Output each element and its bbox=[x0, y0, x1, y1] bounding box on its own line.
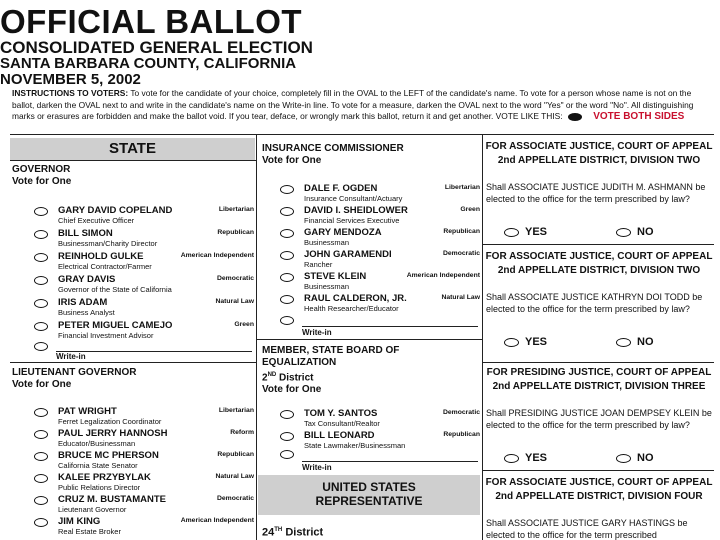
candidate-party: Republican bbox=[217, 229, 254, 236]
justice-district: 2nd APPELLATE DISTRICT, DIVISION THREE bbox=[492, 381, 706, 392]
candidate-row[interactable] bbox=[34, 428, 254, 450]
candidate-name: BRUCE MC PHERSON bbox=[58, 450, 159, 461]
write-in-label: Write-in bbox=[302, 463, 332, 472]
insurance-title: INSURANCE COMMISSIONER bbox=[262, 143, 404, 154]
election-date: NOVEMBER 5, 2002 bbox=[0, 71, 141, 88]
candidate-row[interactable] bbox=[34, 450, 254, 472]
justice-question: Shall ASSOCIATE JUSTICE GARY HASTINGS be elected to the office for the term prescribed bbox=[486, 518, 688, 540]
justice-office: FOR ASSOCIATE JUSTICE, COURT OF APPEAL bbox=[485, 251, 713, 262]
candidate-row[interactable] bbox=[34, 297, 254, 319]
write-in-oval[interactable] bbox=[280, 450, 294, 459]
vote-oval[interactable] bbox=[34, 299, 48, 308]
justice-contest-title bbox=[484, 476, 714, 504]
candidate-name: KALEE PRZYBYLAK bbox=[58, 472, 151, 483]
write-in-line bbox=[302, 326, 478, 327]
vote-oval[interactable] bbox=[34, 430, 48, 439]
vote-both-sides-notice: VOTE BOTH SIDES bbox=[593, 111, 685, 123]
yes-label: YES bbox=[525, 336, 548, 348]
candidate-party: Republican bbox=[443, 431, 480, 438]
candidate-row[interactable] bbox=[280, 293, 480, 315]
lt-governor-vote-for: Vote for One bbox=[12, 379, 72, 390]
filled-oval-icon bbox=[568, 113, 582, 121]
equalization-contest bbox=[262, 345, 399, 396]
justice-question: Shall ASSOCIATE JUSTICE JUDITH M. ASHMANN be elected to the office for the term prescribed by law? bbox=[486, 182, 706, 204]
candidate-name: TOM Y. SANTOS bbox=[304, 408, 378, 419]
governor-vote-for: Vote for One bbox=[12, 176, 72, 187]
us-rep-district bbox=[262, 524, 323, 539]
no-label: NO bbox=[637, 226, 654, 238]
us-representative-header bbox=[258, 475, 480, 515]
no-option[interactable] bbox=[616, 226, 654, 238]
candidate-occupation: Businessman bbox=[304, 282, 350, 291]
yes-option[interactable] bbox=[504, 226, 547, 238]
candidate-occupation: Insurance Consultant/Actuary bbox=[304, 194, 403, 203]
candidate-occupation: Health Researcher/Educator bbox=[304, 304, 399, 313]
candidate-party: Natural Law bbox=[215, 298, 254, 305]
candidate-occupation: Financial Services Executive bbox=[304, 216, 400, 225]
vote-oval[interactable] bbox=[280, 432, 294, 441]
justice-district: 2nd APPELLATE DISTRICT, DIVISION FOUR bbox=[495, 491, 703, 502]
candidate-party: Republican bbox=[443, 228, 480, 235]
candidate-name: JIM KING bbox=[58, 516, 101, 527]
candidate-party: American Independent bbox=[180, 252, 254, 259]
district-word: District bbox=[285, 526, 324, 539]
candidate-party: Libertarian bbox=[218, 407, 254, 414]
justice-contest-title bbox=[484, 366, 714, 394]
candidate-name: GARY MENDOZA bbox=[304, 227, 382, 238]
candidate-name: CRUZ M. BUSTAMANTE bbox=[58, 494, 167, 505]
candidate-name: REINHOLD GULKE bbox=[58, 251, 144, 262]
candidate-row[interactable] bbox=[280, 271, 480, 293]
election-name: CONSOLIDATED GENERAL ELECTION bbox=[0, 38, 313, 57]
no-option[interactable] bbox=[616, 336, 654, 348]
equalization-title: MEMBER, STATE BOARD OF bbox=[262, 345, 400, 356]
vote-oval[interactable] bbox=[280, 273, 294, 282]
candidate-party: Green bbox=[234, 321, 254, 328]
candidate-row[interactable] bbox=[34, 274, 254, 296]
candidate-row[interactable] bbox=[34, 494, 254, 516]
candidate-row[interactable] bbox=[280, 205, 480, 227]
candidate-name: JOHN GARAMENDI bbox=[304, 249, 392, 260]
justice-district: 2nd APPELLATE DISTRICT, DIVISION TWO bbox=[497, 155, 701, 166]
vote-oval[interactable] bbox=[616, 228, 631, 237]
no-option[interactable] bbox=[616, 452, 654, 464]
ballot-title: OFFICIAL BALLOT bbox=[0, 3, 303, 40]
district-word: District bbox=[279, 372, 314, 384]
vote-oval[interactable] bbox=[504, 228, 519, 237]
vote-oval[interactable] bbox=[34, 408, 48, 417]
governor-contest bbox=[12, 164, 71, 188]
candidate-occupation: Tax Consultant/Realtor bbox=[304, 419, 380, 428]
justice-contest-title bbox=[484, 250, 714, 278]
voter-instructions bbox=[12, 88, 712, 123]
candidate-party: Green bbox=[460, 206, 480, 213]
candidate-occupation: Rancher bbox=[304, 260, 333, 269]
vote-oval[interactable] bbox=[34, 474, 48, 483]
candidate-occupation: Financial Investment Advisor bbox=[58, 331, 154, 340]
divider bbox=[482, 470, 714, 471]
vote-oval[interactable] bbox=[34, 496, 48, 505]
equalization-title-2: EQUALIZATION bbox=[262, 357, 337, 368]
candidate-name: GRAY DAVIS bbox=[58, 274, 116, 285]
candidate-occupation: Educator/Businessman bbox=[58, 439, 136, 448]
candidate-name: DALE F. OGDEN bbox=[304, 183, 378, 194]
justice-office: FOR PRESIDING JUSTICE, COURT OF APPEAL bbox=[486, 367, 712, 378]
column-divider bbox=[256, 134, 257, 540]
candidate-row[interactable] bbox=[280, 227, 480, 249]
justice-contest-title bbox=[484, 140, 714, 168]
candidate-row[interactable] bbox=[34, 228, 254, 250]
us-rep-line2: REPRESENTATIVE bbox=[315, 494, 423, 508]
candidate-name: STEVE KLEIN bbox=[304, 271, 367, 282]
candidate-occupation: Business Analyst bbox=[58, 308, 115, 317]
vote-oval[interactable] bbox=[616, 454, 631, 463]
vote-oval[interactable] bbox=[34, 276, 48, 285]
insurance-contest bbox=[262, 143, 404, 167]
equalization-district bbox=[262, 369, 399, 384]
no-label: NO bbox=[637, 336, 654, 348]
us-rep-line1: UNITED STATES bbox=[322, 480, 416, 494]
candidate-name: GARY DAVID COPELAND bbox=[58, 205, 173, 216]
candidate-row[interactable] bbox=[34, 205, 254, 227]
candidate-name: IRIS ADAM bbox=[58, 297, 108, 308]
candidate-occupation: Chief Executive Officer bbox=[58, 216, 135, 225]
candidate-occupation: Businessman bbox=[304, 238, 350, 247]
candidate-row[interactable] bbox=[34, 472, 254, 494]
vote-oval[interactable] bbox=[280, 295, 294, 304]
divider bbox=[10, 362, 256, 363]
candidate-occupation: Lieutenant Governor bbox=[58, 505, 127, 514]
divider bbox=[256, 339, 482, 340]
write-in-oval[interactable] bbox=[280, 316, 294, 325]
candidate-party: Natural Law bbox=[441, 294, 480, 301]
candidate-row[interactable] bbox=[34, 251, 254, 273]
justice-question: Shall ASSOCIATE JUSTICE KATHRYN DOI TODD be elected to the office for the term prescribed by law? bbox=[486, 292, 703, 314]
instructions-text: To vote for the candidate of your choice, completely fill in the OVAL to the LEFT of the candidate's name. To vote for a person whose name is not on the ballot, darken the OVAL next to and write in the candidate's name on the Write-in line. To vote for a measure, darken the OVAL next to the word "Yes" or the word "No". All distinguishing marks or erasures are forbidden and make the ballot void. If you tear, deface, or wrongly mark this ballot, return it and get another. VOTE LIKE THIS: bbox=[12, 88, 694, 122]
vote-oval[interactable] bbox=[616, 338, 631, 347]
divider bbox=[482, 244, 714, 245]
candidate-party: Natural Law bbox=[215, 473, 254, 480]
candidate-row[interactable] bbox=[34, 406, 254, 428]
vote-oval[interactable] bbox=[34, 518, 48, 527]
candidate-name: PETER MIGUEL CAMEJO bbox=[58, 320, 173, 331]
candidate-name: BILL LEONARD bbox=[304, 430, 375, 441]
divider bbox=[10, 160, 256, 161]
candidate-row[interactable] bbox=[280, 408, 480, 430]
vote-oval[interactable] bbox=[280, 251, 294, 260]
vote-oval[interactable] bbox=[34, 230, 48, 239]
yes-option[interactable] bbox=[504, 452, 547, 464]
candidate-party: Democratic bbox=[442, 409, 480, 416]
divider bbox=[10, 134, 714, 135]
write-in-label: Write-in bbox=[56, 352, 86, 361]
write-in-oval[interactable] bbox=[34, 342, 48, 351]
vote-oval[interactable] bbox=[280, 229, 294, 238]
candidate-party: Libertarian bbox=[218, 206, 254, 213]
candidate-occupation: Businessman/Charity Director bbox=[58, 239, 158, 248]
vote-oval[interactable] bbox=[280, 410, 294, 419]
candidate-party: American Independent bbox=[406, 272, 480, 279]
vote-oval[interactable] bbox=[34, 253, 48, 262]
write-in-line bbox=[302, 461, 478, 462]
divider bbox=[482, 362, 714, 363]
write-in-label: Write-in bbox=[302, 328, 332, 337]
candidate-row[interactable] bbox=[280, 249, 480, 271]
candidate-name: PAT WRIGHT bbox=[58, 406, 117, 417]
vote-oval[interactable] bbox=[280, 185, 294, 194]
candidate-party: Democratic bbox=[216, 495, 254, 502]
candidate-row[interactable] bbox=[34, 320, 254, 342]
candidate-row[interactable] bbox=[34, 516, 254, 538]
county-name: SANTA BARBARA COUNTY, CALIFORNIA bbox=[0, 55, 297, 72]
candidate-occupation: State Lawmaker/Businessman bbox=[304, 441, 406, 450]
vote-oval[interactable] bbox=[280, 207, 294, 216]
justice-question: Shall PRESIDING JUSTICE JOAN DEMPSEY KLEIN be elected to the office for the term prescribed by law? bbox=[486, 408, 712, 430]
yes-label: YES bbox=[525, 226, 548, 238]
equalization-vote-for: Vote for One bbox=[262, 384, 322, 396]
candidate-party: Libertarian bbox=[444, 184, 480, 191]
vote-oval[interactable] bbox=[504, 454, 519, 463]
candidate-occupation: California State Senator bbox=[58, 461, 138, 470]
justice-office: FOR ASSOCIATE JUSTICE, COURT OF APPEAL bbox=[485, 141, 713, 152]
yes-option[interactable] bbox=[504, 336, 547, 348]
district-number: 2 bbox=[262, 372, 268, 384]
vote-oval[interactable] bbox=[504, 338, 519, 347]
candidate-occupation: Ferret Legalization Coordinator bbox=[58, 417, 162, 426]
justice-district: 2nd APPELLATE DISTRICT, DIVISION TWO bbox=[497, 265, 701, 276]
state-section-header: STATE bbox=[10, 138, 255, 160]
vote-oval[interactable] bbox=[34, 452, 48, 461]
candidate-party: Democratic bbox=[442, 250, 480, 257]
candidate-party: Reform bbox=[230, 429, 254, 436]
governor-title: GOVERNOR bbox=[12, 164, 71, 175]
district-suffix: TH bbox=[274, 527, 283, 533]
insurance-vote-for: Vote for One bbox=[262, 155, 322, 166]
district-suffix: ND bbox=[267, 372, 277, 378]
candidate-name: PAUL JERRY HANNOSH bbox=[58, 428, 168, 439]
justice-office: FOR ASSOCIATE JUSTICE, COURT OF APPEAL bbox=[485, 477, 713, 488]
candidate-occupation: Governor of the State of California bbox=[58, 285, 172, 294]
candidate-party: Democratic bbox=[216, 275, 254, 282]
candidate-row[interactable] bbox=[280, 183, 480, 205]
candidate-name: DAVID I. SHEIDLOWER bbox=[304, 205, 408, 216]
candidate-occupation: Electrical Contractor/Farmer bbox=[58, 262, 152, 271]
instructions-label: INSTRUCTIONS TO VOTERS: bbox=[12, 88, 129, 98]
candidate-party: Republican bbox=[217, 451, 254, 458]
candidate-name: BILL SIMON bbox=[58, 228, 113, 239]
lt-governor-title: LIEUTENANT GOVERNOR bbox=[12, 367, 137, 378]
yes-label: YES bbox=[525, 452, 548, 464]
lt-governor-contest bbox=[12, 367, 136, 391]
no-label: NO bbox=[637, 452, 654, 464]
candidate-occupation: Public Relations Director bbox=[58, 483, 141, 492]
vote-oval[interactable] bbox=[34, 207, 48, 216]
column-divider bbox=[482, 134, 483, 540]
vote-oval[interactable] bbox=[34, 322, 48, 331]
candidate-name: RAUL CALDERON, JR. bbox=[304, 293, 407, 304]
candidate-occupation: Real Estate Broker bbox=[58, 527, 121, 536]
candidate-party: American Independent bbox=[180, 517, 254, 524]
district-number: 24 bbox=[262, 526, 275, 539]
